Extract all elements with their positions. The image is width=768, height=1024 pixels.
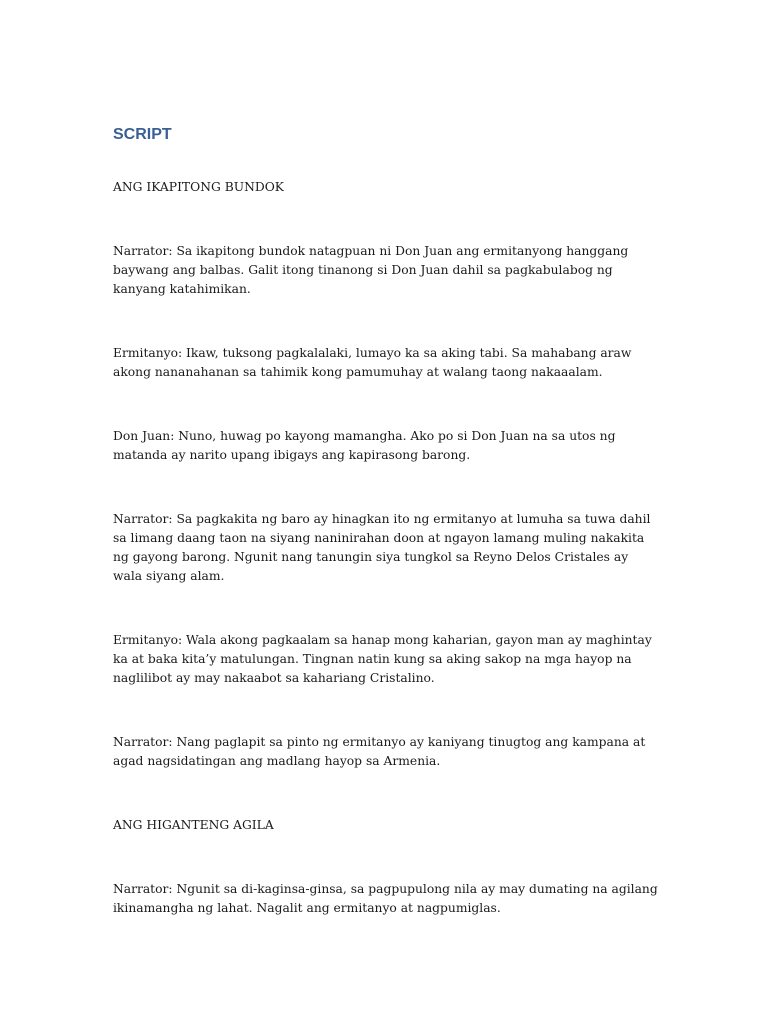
dialogue-paragraph: Narrator: Sa pagkakita ng baro ay hinagkan ito ng ermitanyo at lumuha sa tuwa dahil sa limang daang taon na siyang naninirahan doon at ngayon lamang muling nakakita ng gayong barong. Ngunit nang tanungin siya tungkol sa Reyno Delos Cristales ay wala siyang alam. — [113, 512, 651, 583]
dialogue-paragraph: Don Juan: Nuno, huwag po kayong mamangha. Ako po si Don Juan na sa utos ng matanda ay narito upang ibigays ang kapirasong barong. — [113, 429, 616, 462]
dialogue-paragraph: Narrator: Nang paglapit sa pinto ng ermitanyo ay kaniyang tinugtog ang kampana at agad nagsidatingan ang madlang hayop sa Armenia. — [113, 735, 646, 768]
section-title: ANG IKAPITONG BUNDOK — [113, 180, 284, 194]
dialogue-paragraph: Narrator: Ngunit sa di-kaginsa-ginsa, sa pagpupulong nila ay may dumating na agilang ikinamangha ng lahat. Nagalit ang ermitanyo at nagpumiglas. — [113, 882, 658, 915]
document-body — [113, 124, 658, 918]
document-heading: SCRIPT — [113, 126, 172, 143]
dialogue-paragraph: Ermitanyo: Wala akong pagkaalam sa hanap mong kaharian, gayon man ay maghintay ka at baka kita’y matulungan. Tingnan natin kung sa aking sakop na mga hayop na naglilibot ay may nakaabot sa kahariang Cristalino. — [113, 633, 652, 685]
dialogue-paragraph: Narrator: Sa ikapitong bundok natagpuan ni Don Juan ang ermitanyong hanggang baywang ang balbas. Galit itong tinanong si Don Juan dahil sa pagkabulabog ng kanyang katahimikan. — [113, 244, 629, 296]
section-title: ANG HIGANTENG AGILA — [113, 818, 274, 832]
dialogue-paragraph: Ermitanyo: Ikaw, tuksong pagkalalaki, lumayo ka sa aking tabi. Sa mahabang araw akong nananahanan sa tahimik kong pamumuhay at walang taong nakaaalam. — [113, 346, 632, 379]
